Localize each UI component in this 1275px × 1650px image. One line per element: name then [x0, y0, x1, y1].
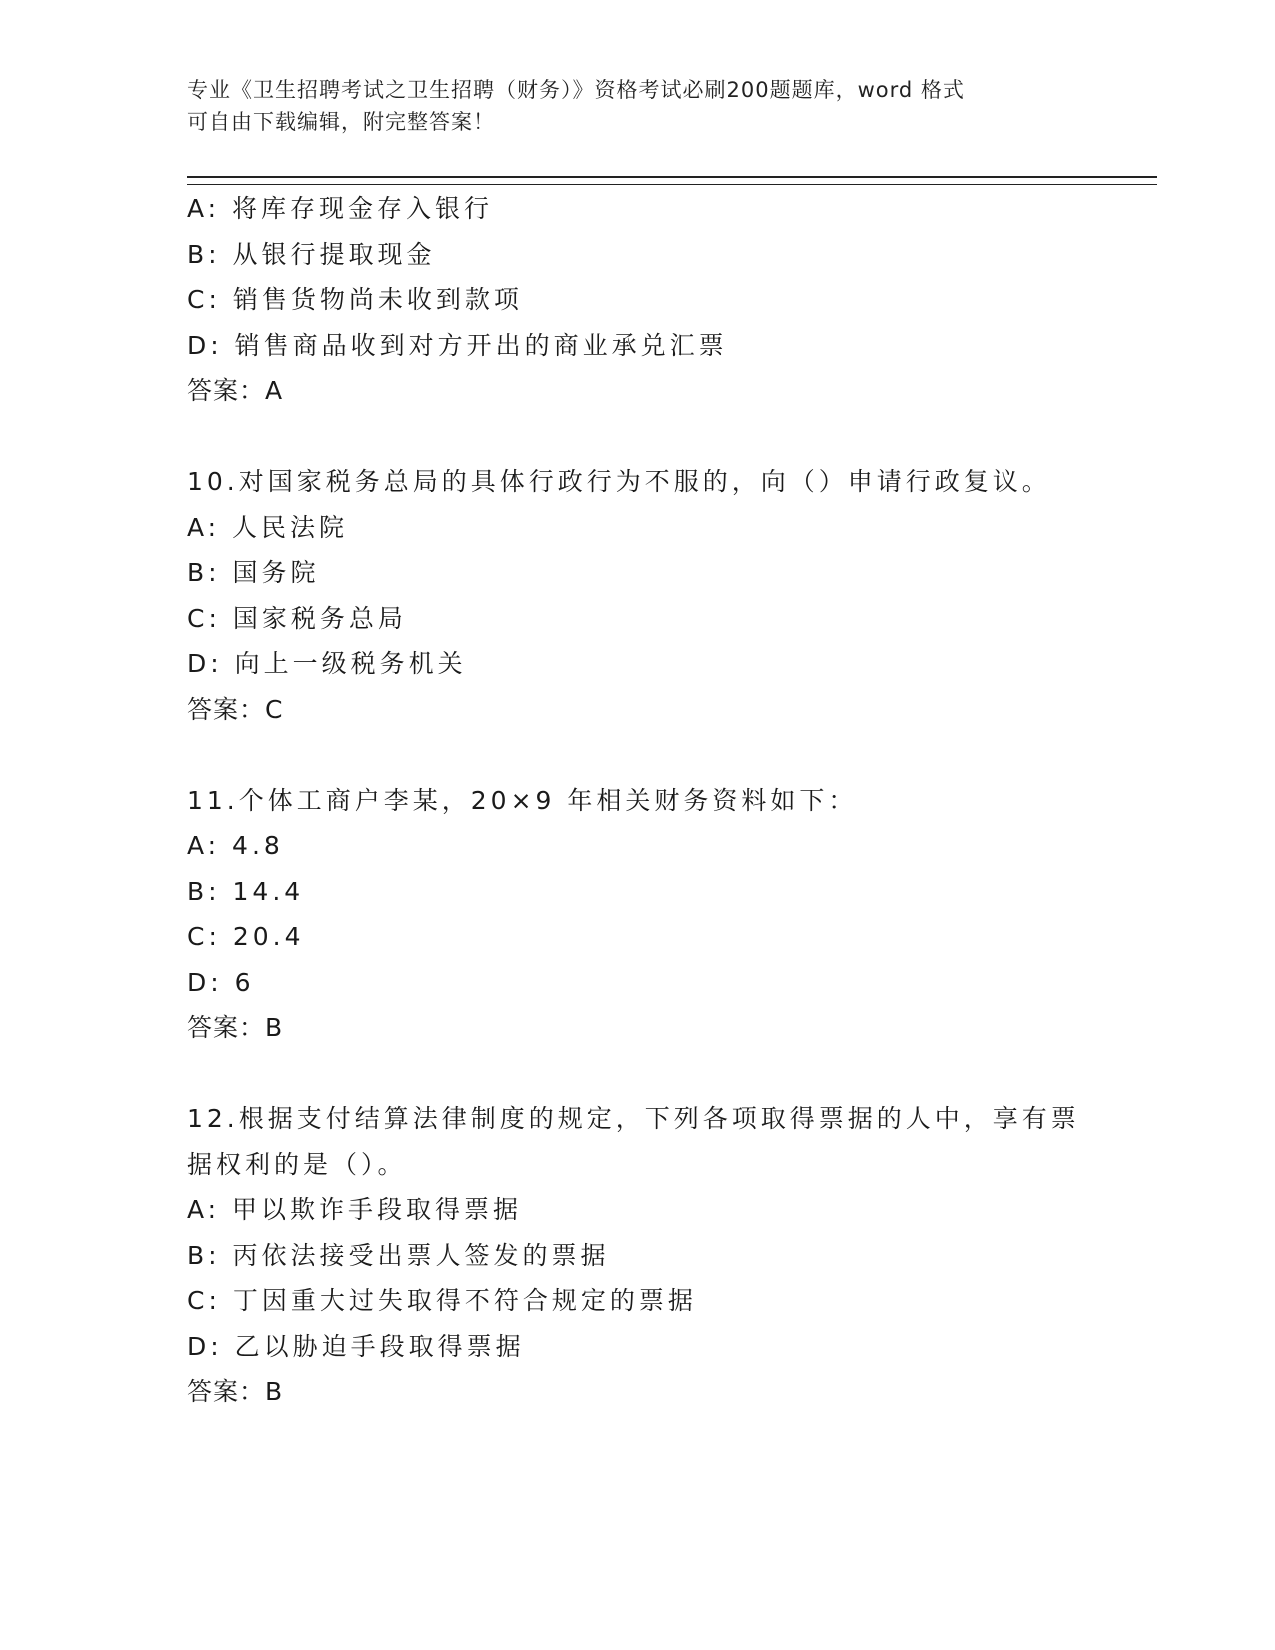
- question-list: [187, 186, 1087, 1415]
- spacer: [187, 1051, 1087, 1097]
- header-title-line-2: 可自由下载编辑，附完整答案！: [187, 110, 495, 134]
- spacer: [187, 732, 1087, 778]
- spacer: [187, 414, 1087, 460]
- question-stem: 10.对国家税务总局的具体行政行为不服的，向（）申请行政复议。: [187, 467, 1051, 496]
- question-stem-line-2: 据权利的是（）。: [187, 1149, 407, 1179]
- option-a: A: 4.8: [187, 831, 284, 860]
- option-c: C: 丁因重大过失取得不符合规定的票据: [187, 1286, 697, 1315]
- question-11: [187, 778, 1087, 1051]
- option-d: D: 向上一级税务机关: [187, 649, 467, 678]
- option-a: A: 甲以欺诈手段取得票据: [187, 1195, 523, 1224]
- option-a: A: 将库存现金存入银行: [187, 194, 494, 223]
- answer: 答案：A: [187, 376, 284, 405]
- option-b: B: 从银行提取现金: [187, 239, 436, 269]
- option-b: B: 国务院: [187, 558, 320, 587]
- answer: 答案：B: [187, 1377, 284, 1406]
- question-stem-line-1: 12.根据支付结算法律制度的规定，下列各项取得票据的人中，享有票: [187, 1104, 1080, 1133]
- option-c: C: 20.4: [187, 922, 305, 951]
- answer: 答案：B: [187, 1013, 284, 1042]
- option-b: B: 14.4: [187, 876, 305, 906]
- header-title-line-1: 专业《卫生招聘考试之卫生招聘（财务）》资格考试必刷200题题库，word 格式: [187, 78, 965, 102]
- header-divider: [187, 176, 1157, 185]
- question-10: [187, 459, 1087, 732]
- question-9: [187, 186, 1087, 414]
- question-12: [187, 1096, 1087, 1415]
- answer: 答案：C: [187, 694, 284, 724]
- question-stem: 11.个体工商户李某，20×9 年相关财务资料如下：: [187, 785, 858, 815]
- option-d: D: 销售商品收到对方开出的商业承兑汇票: [187, 330, 728, 360]
- option-b: B: 丙依法接受出票人签发的票据: [187, 1240, 610, 1270]
- option-c: C: 销售货物尚未收到款项: [187, 285, 523, 314]
- page-header: [187, 74, 1067, 138]
- option-d: D: 乙以胁迫手段取得票据: [187, 1331, 525, 1361]
- option-a: A: 人民法院: [187, 512, 349, 542]
- option-d: D: 6: [187, 967, 255, 997]
- option-c: C: 国家税务总局: [187, 603, 407, 633]
